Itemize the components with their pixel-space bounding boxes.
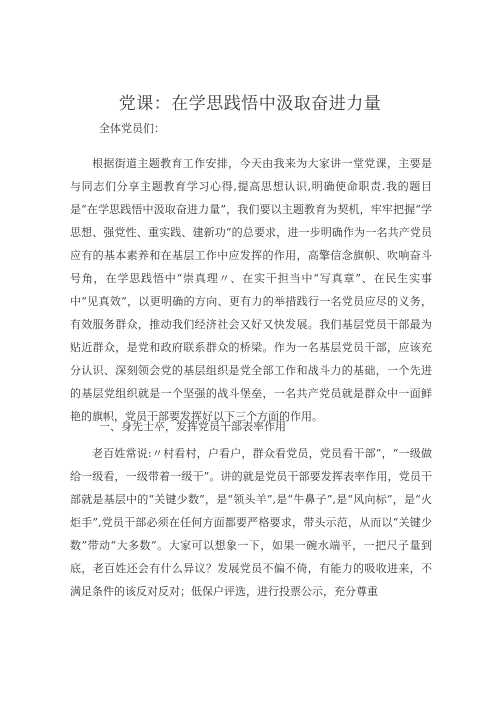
salutation: 全体党员们： bbox=[99, 122, 165, 135]
body-paragraph: 根据街道主题教育工作安排，今天由我来为大家讲一堂党课，主要是与同志们分享主题教育学习心得,提高思想认识,明确使命职责.我的题目是“在学思践悟中汲取奋进力量”，我们要以主题教育为契机，牢牢把握“学思想、强党性、重实践、建新功”的总要求，进一步明确作为一名共产党员应有的基本素养和在基层工作中应发挥的作用，高擎信念旗帜、吹响奋斗号角，在学思践悟中“崇真理〃、在实干担当中“写真章”、在民生实事中“见真效”，以更明确的方向、更有力的举措践行一名党员应尽的义务，有效服务群众，推动我们经济社会又好又快发展。我们基层党员干部最为贴近群众，是党和政府联系群众的桥梁。作为一名基层党员干部，应该充分认识、深刻领会党的基层组织是党全部工作和战斗力的基础，一个先进的基层党组织就是一个坚强的战斗堡垒，一名共产党员就是群众中一面鲜艳的旗帜，党员干部要发挥好以下三个方面的作用。 bbox=[70, 157, 432, 423]
body-paragraph-2-block bbox=[70, 442, 432, 603]
section-heading: 一、身先士卒，发挥党员干部表率作用 bbox=[99, 420, 286, 433]
body-paragraph: 老百姓常说:〃村看村，户看户，群众看党员，党员看干部”，“一级做给一级看，一级带着一级干”。讲的就是党员干部要发挥表率作用，党员干部就是基层中的“关键少数”，是“领头羊”,是“牛鼻子”,是“风向标”，是“火炬手”,党员干部必须在任何方面都要严格要求，带头示范，从而以“关键少数”带动“大多数”。大家可以想象一下，如果一碗水端平，一把尺子量到底，老百姓还会有什么异议？发展党员不偏不倚，有能力的吸收进来，不满足条件的该反对反对；低保户评选，进行投票公示，充分尊重 bbox=[70, 447, 432, 598]
document-title: 党课：在学思践悟中汲取奋进力量 bbox=[118, 94, 382, 114]
body-paragraph-1-block bbox=[70, 152, 432, 428]
